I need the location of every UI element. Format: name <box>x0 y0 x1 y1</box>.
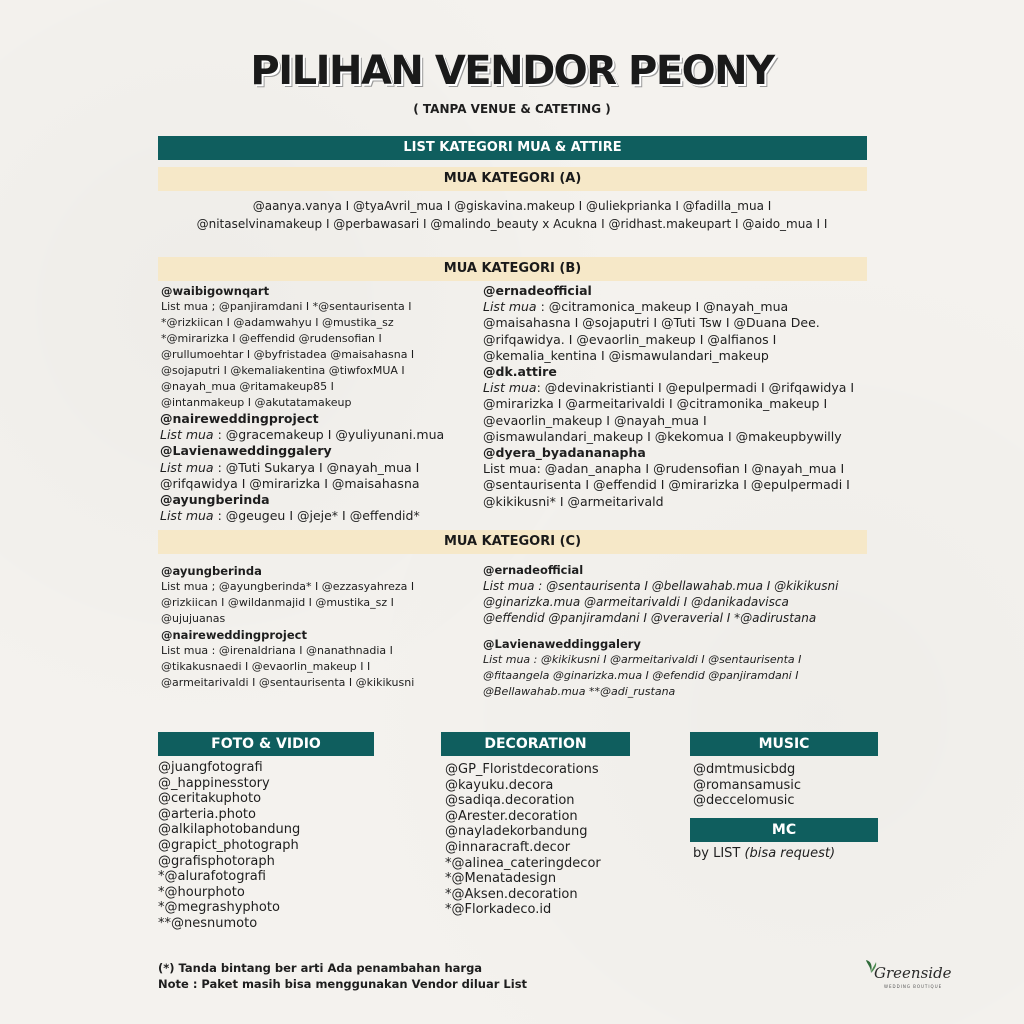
list-kategori-bar: LIST KATEGORI MUA & ATTIRE <box>158 136 867 160</box>
vendor-name: @ernadeofficial <box>483 563 584 577</box>
page-title: PILIHAN VENDOR PEONY <box>250 48 774 94</box>
foto-vendor-item: *@megrashyphoto <box>158 900 280 916</box>
logo-sub: WEDDING BOUTIQUE <box>884 984 943 989</box>
footer-line-2: Note : Paket masih bisa menggunakan Vendor diluar List <box>158 977 528 991</box>
list-line: @kemalia_kentina I @ismawulandari_makeup <box>483 347 769 363</box>
mc-text: by LIST (bisa request) <box>693 846 836 861</box>
list-line: @rizkiican I @wildanmajid I @mustika_sz I <box>161 596 394 609</box>
list-line: @ginarizka.mua @armeitarivaldi I @danikadavisca <box>483 595 789 609</box>
logo-name: Greenside <box>874 964 952 982</box>
music-vendor-item: @romansamusic <box>693 777 802 793</box>
foto-vendor-item: *@alurafotografi <box>158 869 266 885</box>
list-line: List mua : @sentaurisenta I @bellawahab.mua I @kikikusni <box>483 579 839 593</box>
list-line: @nayah_mua @ritamakeup85 I <box>161 380 334 393</box>
list-line: @rullumoehtar I @byfristadea @maisahasna I <box>161 348 415 361</box>
decoration-vendor-item: @Arester.decoration <box>445 808 578 824</box>
vendor-name: @naireweddingproject <box>161 628 307 642</box>
mua-c-right-column-2 <box>483 636 873 700</box>
mua-a-bar: MUA KATEGORI (A) <box>158 167 867 191</box>
foto-vendor-item: @arteria.photo <box>158 806 256 822</box>
list-line: List mua : @geugeu I @jeje* I @effendid* <box>160 508 420 524</box>
list-line: @rifqawidya I @mirarizka I @maisahasna <box>160 475 420 491</box>
list-line: @maisahasna I @sojaputri I @Tuti Tsw I @Duana Dee. <box>483 315 820 331</box>
foto-vendor-item: @_happinesstory <box>158 775 270 791</box>
list-line: *@mirarizka I @effendid @rudensofian I <box>161 332 382 345</box>
list-line: List mua : @Tuti Sukarya I @nayah_mua I <box>160 459 420 475</box>
greenside-logo <box>862 958 952 994</box>
foto-vendor-item: **@nesnumoto <box>158 915 258 931</box>
mua-c-right-column <box>483 562 873 626</box>
list-line: @mirarizka I @armeitarivaldi I @citramonika_makeup I <box>483 396 828 412</box>
footer-note <box>158 960 527 992</box>
list-line: List mua: @devinakristianti I @epulpermadi I @rifqawidya I <box>483 380 855 396</box>
vendor-name: @ernadeofficial <box>483 283 592 298</box>
mua-b-left-column-2 <box>160 411 475 524</box>
vendor-name: @Lavienaweddinggalery <box>483 637 641 651</box>
decoration-list <box>445 762 665 918</box>
foto-vendor-item: *@hourphoto <box>158 884 245 900</box>
decoration-vendor-item: *@alinea_cateringdecor <box>445 855 601 871</box>
list-line: List mua : @citramonica_makeup I @nayah_mua <box>483 299 789 315</box>
foto-vendor-item: @ceritakuphoto <box>158 791 262 807</box>
list-line: @ujujuanas <box>161 612 226 625</box>
list-line: @effendid @panjiramdani I @veraverial I *@adirustana <box>483 611 817 625</box>
mc-bar: MC <box>690 818 878 842</box>
music-vendor-item: @dmtmusicbdg <box>693 762 796 777</box>
decoration-vendor-item: @innaracraft.decor <box>445 839 571 855</box>
list-line: @intanmakeup I @akutatamakeup <box>161 396 352 409</box>
list-line: List mua ; @ayungberinda* I @ezzasyahreza I <box>161 580 415 593</box>
footer-line-1: (*) Tanda bintang ber arti Ada penambahan harga <box>158 961 483 975</box>
decoration-vendor-item: *@Aksen.decoration <box>445 886 578 902</box>
mua-b-right-column <box>483 283 873 510</box>
list-line: List mua: @adan_anapha I @rudensofian I @nayah_mua I <box>483 461 845 477</box>
mua-a-line-2: @nitaselvinamakeup I @perbawasari I @malindo_beauty x Acukna I @ridhast.makeupart I @aido_mua I I <box>196 217 828 231</box>
list-line: @sojaputri I @kemaliakentina @tiwfoxMUA I <box>161 364 405 377</box>
list-line: @Bellawahab.mua **@adi_rustana <box>483 685 676 698</box>
mua-a-line-1: @aanya.vanya I @tyaAvril_mua I @giskavina.makeup I @uliekprianka I @fadilla_mua I <box>252 199 772 213</box>
list-line: @fitaangela @ginarizka.mua I @efendid @panjiramdani I <box>483 669 799 682</box>
foto-vendor-item: @grapict_photograph <box>158 837 299 853</box>
decoration-vendor-item: *@Florkadeco.id <box>445 902 552 918</box>
decoration-vendor-item: *@Menatadesign <box>445 871 557 887</box>
list-line: @ismawulandari_makeup I @kekomua I @makeupbywilly <box>483 428 842 444</box>
mua-b-left-column <box>161 283 476 411</box>
music-bar: MUSIC <box>690 732 878 756</box>
list-line: List mua : @irenaldriana I @nanathnadia I <box>161 644 393 657</box>
decoration-vendor-item: @sadiqa.decoration <box>445 793 575 809</box>
vendor-name: @Lavienaweddinggalery <box>160 443 332 459</box>
music-vendor-item: @deccelomusic <box>693 793 795 809</box>
list-line: List mua : @kikikusni I @armeitarivaldi I @sentaurisenta I <box>483 653 802 666</box>
music-list <box>693 762 883 809</box>
list-line: List mua ; @panjiramdani I *@sentaurisenta I <box>161 300 412 313</box>
foto-vendor-item: @juangfotografi <box>158 760 263 775</box>
list-line: @sentaurisenta I @effendid I @mirarizka I @epulpermadi I <box>483 477 850 493</box>
vendor-name: @ayungberinda <box>161 564 262 578</box>
mua-c-left-column <box>161 563 476 691</box>
vendor-name: @naireweddingproject <box>160 411 319 426</box>
foto-vendor-item: @grafisphotoraph <box>158 853 275 869</box>
decoration-vendor-item: @kayuku.decora <box>445 777 554 793</box>
list-line: @rifqawidya. I @evaorlin_makeup I @alfianos I <box>483 331 777 347</box>
list-line: @evaorlin_makeup I @nayah_mua I <box>483 412 707 428</box>
vendor-name: @dk.attire <box>483 364 557 380</box>
decoration-bar: DECORATION <box>441 732 630 756</box>
vendor-name: @waibigownqart <box>161 284 270 298</box>
list-line: *@rizkiican I @adamwahyu I @mustika_sz <box>161 316 394 329</box>
page-subtitle: ( TANPA VENUE & CATETING ) <box>413 102 611 116</box>
list-line: @tikakusnaedi I @evaorlin_makeup I I <box>161 660 371 673</box>
list-line: @armeitarivaldi I @sentaurisenta I @kikikusni <box>161 676 415 689</box>
vendor-name: @dyera_byadananapha <box>483 445 646 461</box>
decoration-vendor-item: @nayladekorbandung <box>445 824 588 840</box>
vendor-name: @ayungberinda <box>160 492 270 508</box>
mua-b-bar: MUA KATEGORI (B) <box>158 257 867 281</box>
mua-c-bar: MUA KATEGORI (C) <box>158 530 867 554</box>
foto-vidio-list <box>158 760 378 932</box>
foto-vendor-item: @alkilaphotobandung <box>158 822 301 838</box>
decoration-vendor-item: @GP_Floristdecorations <box>445 762 599 777</box>
list-line: @kikikusni* I @armeitarivald <box>483 493 664 509</box>
list-line: List mua : @gracemakeup I @yuliyunani.mua <box>160 427 445 443</box>
foto-vidio-bar: FOTO & VIDIO <box>158 732 374 756</box>
